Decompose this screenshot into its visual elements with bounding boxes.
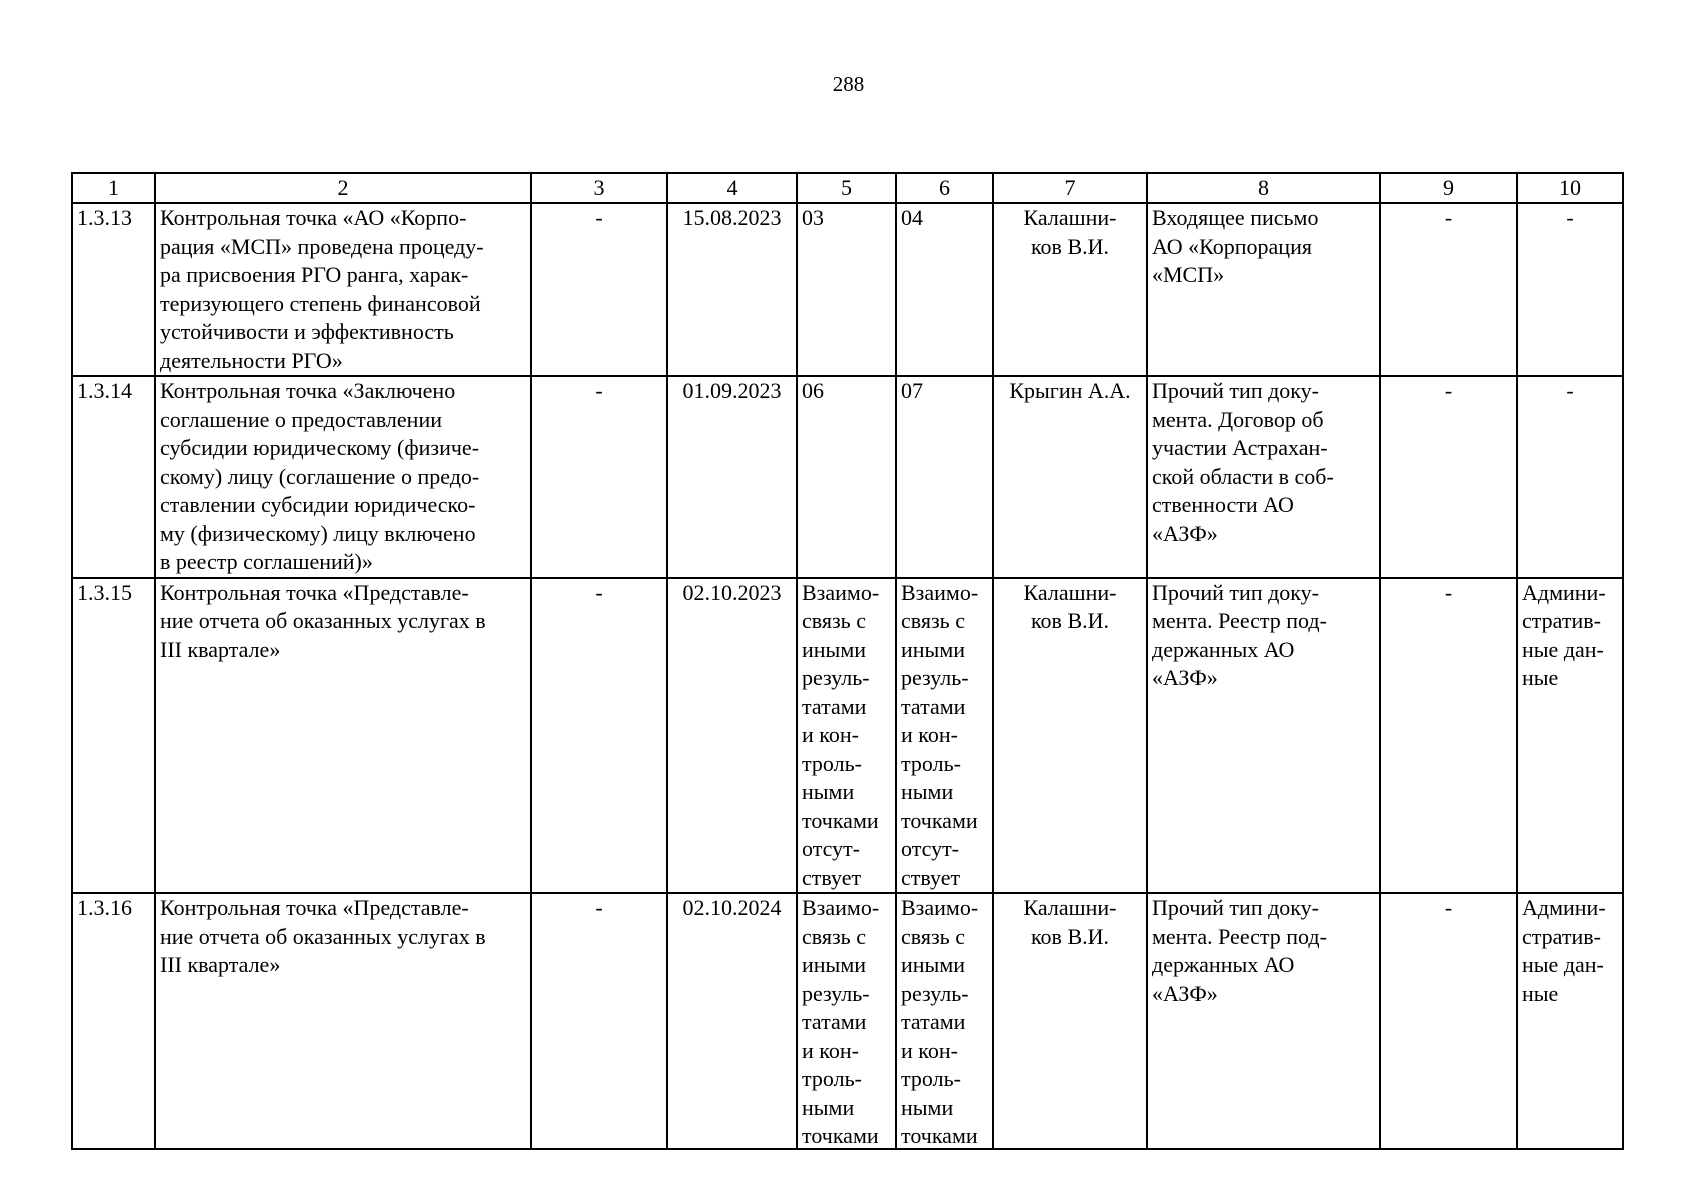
document-type: Прочий тип доку- мента. Реестр под- держанных АО «АЗФ» [1147, 578, 1380, 894]
table-row [72, 376, 1623, 578]
cell-col6 [896, 893, 993, 1149]
row-number: 1.3.16 [72, 893, 155, 1149]
cell-col10: Админи- стратив- ные дан- ные [1517, 578, 1623, 894]
cell-col9: - [1380, 203, 1517, 376]
cell-col5: 03 [797, 203, 896, 376]
date-cell: 02.10.2024 [667, 893, 797, 1149]
cell-col5 [797, 893, 896, 1149]
control-point-description: Контрольная точка «Представле- ние отчета об оказанных услугах в III квартале» [155, 578, 531, 894]
control-point-description: Контрольная точка «АО «Корпо- рация «МСП» проведена процеду- ра присвоения РГО ранга, харак- теризующего степень финансовой устойчивости и эффективность деятельности РГО» [155, 203, 531, 376]
column-header-10: 10 [1517, 173, 1623, 203]
cell-col5-text: Взаимо- связь с иными резуль- татами и кон- троль- ными точками [802, 895, 880, 1148]
column-header-4: 4 [667, 173, 797, 203]
document-type: Прочий тип доку- мента. Договор об участии Астрахан- ской области в соб- ственности АО «АЗФ» [1147, 376, 1380, 578]
date-cell: 01.09.2023 [667, 376, 797, 578]
date-cell: 15.08.2023 [667, 203, 797, 376]
document-type: Входящее письмо АО «Корпорация «МСП» [1147, 203, 1380, 376]
column-header-5: 5 [797, 173, 896, 203]
column-header-8: 8 [1147, 173, 1380, 203]
responsible-person: Калашни- ков В.И. [993, 203, 1147, 376]
responsible-person: Калашни- ков В.И. [993, 578, 1147, 894]
cell-col3: - [531, 376, 667, 578]
cell-col10: - [1517, 376, 1623, 578]
control-point-description: Контрольная точка «Представле- ние отчета об оказанных услугах в III квартале» [155, 893, 531, 1149]
column-header-9: 9 [1380, 173, 1517, 203]
document-type: Прочий тип доку- мента. Реестр под- держанных АО «АЗФ» [1147, 893, 1380, 1149]
cell-col6: Взаимо- связь с иными резуль- татами и кон- троль- ными точками отсут- ствует [896, 578, 993, 894]
control-point-description: Контрольная точка «Заключено соглашение о предоставлении субсидии юридическому (физиче- скому) лицу (соглашение о предо- ставлении субсидии юридическо- му (физическому) лицу включено в реестр соглашений)» [155, 376, 531, 578]
column-header-1: 1 [72, 173, 155, 203]
responsible-person: Калашни- ков В.И. [993, 893, 1147, 1149]
column-header-7: 7 [993, 173, 1147, 203]
cell-col9: - [1380, 893, 1517, 1149]
cell-col5: Взаимо- связь с иными резуль- татами и кон- троль- ными точками отсут- ствует [797, 578, 896, 894]
column-header-3: 3 [531, 173, 667, 203]
cell-col3: - [531, 578, 667, 894]
table-row [72, 203, 1623, 376]
table-row [72, 578, 1623, 894]
cell-col3: - [531, 203, 667, 376]
cell-col3: - [531, 893, 667, 1149]
table-row [72, 893, 1623, 1149]
column-header-6: 6 [896, 173, 993, 203]
row-number: 1.3.14 [72, 376, 155, 578]
table-header-row [72, 173, 1623, 203]
column-header-2: 2 [155, 173, 531, 203]
cell-col10: Админи- стратив- ные дан- ные [1517, 893, 1623, 1149]
responsible-person: Крыгин А.А. [993, 376, 1147, 578]
date-cell: 02.10.2023 [667, 578, 797, 894]
row-number: 1.3.13 [72, 203, 155, 376]
cell-col5: 06 [797, 376, 896, 578]
cell-col6: 04 [896, 203, 993, 376]
cell-col9: - [1380, 376, 1517, 578]
cell-col10: - [1517, 203, 1623, 376]
row-number: 1.3.15 [72, 578, 155, 894]
cell-col6: 07 [896, 376, 993, 578]
page-number: 288 [832, 72, 865, 96]
cell-col6-text: Взаимо- связь с иными резуль- татами и кон- троль- ными точками [901, 895, 979, 1148]
control-points-table [71, 172, 1624, 1150]
cell-col9: - [1380, 578, 1517, 894]
